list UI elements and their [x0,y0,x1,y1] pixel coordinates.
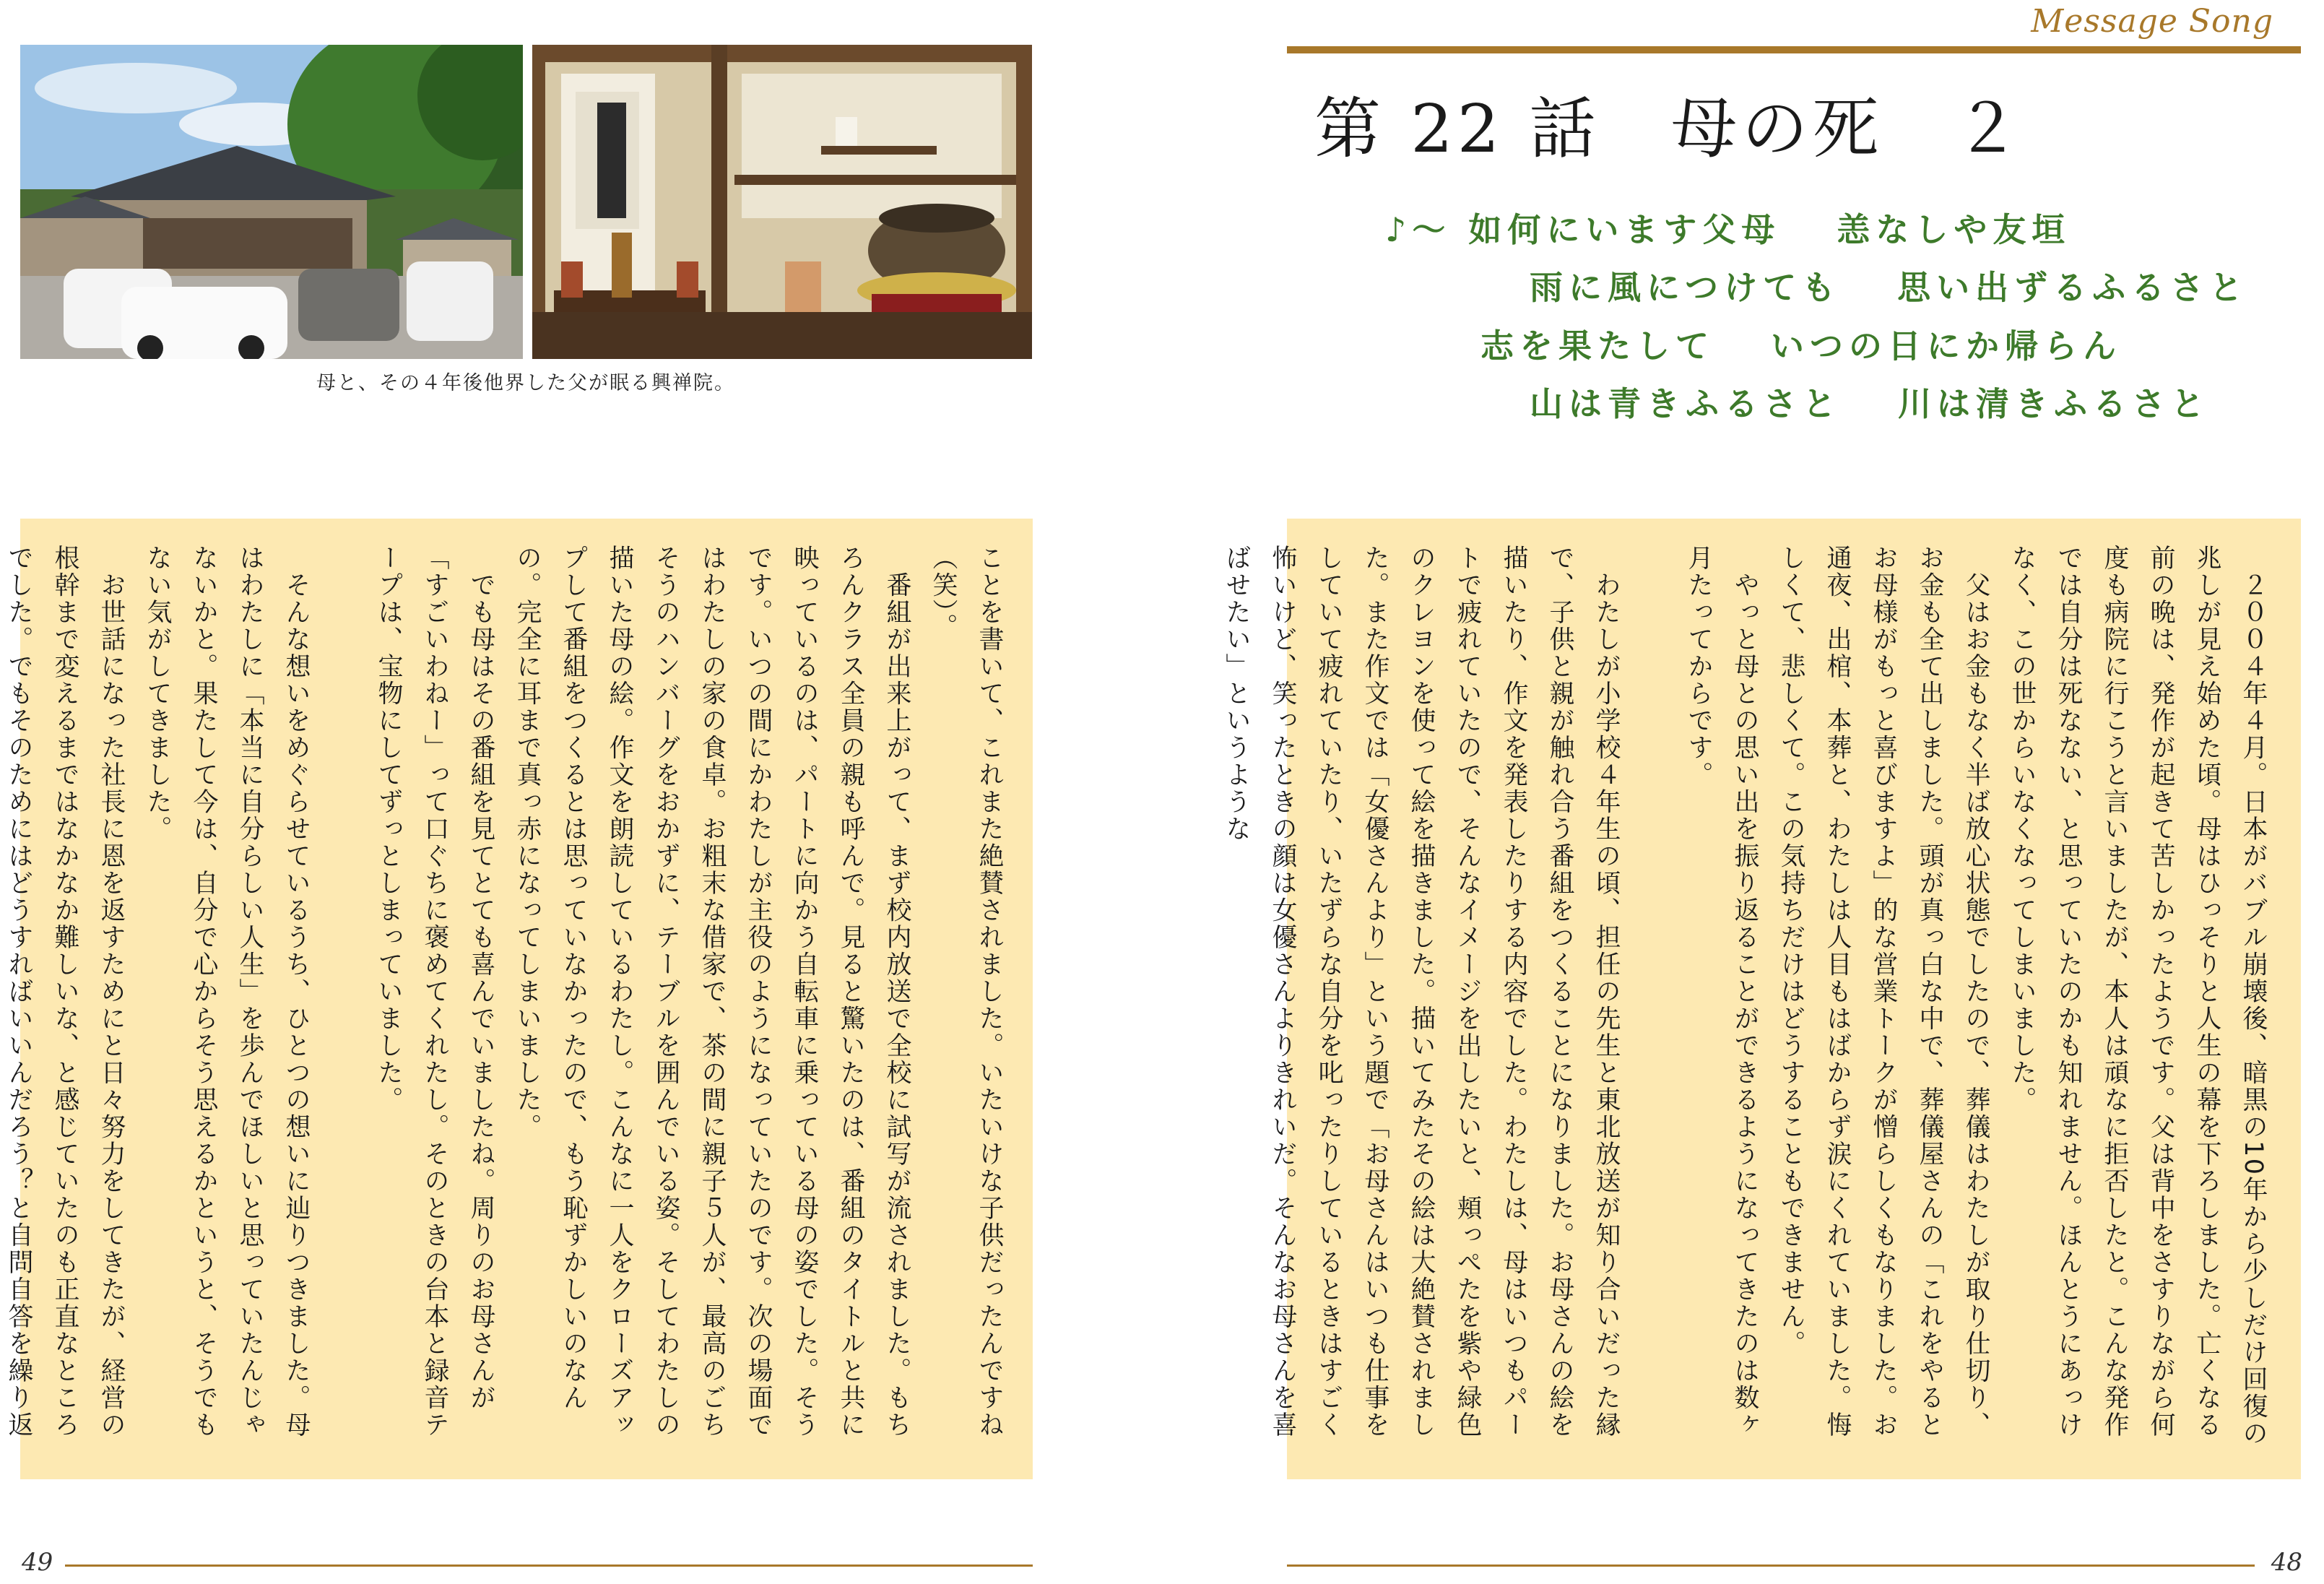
song-line-3: 志を果たして いつの日にか帰らん [1480,326,2123,365]
brand-title: Message Song [2031,3,2273,40]
song-line-4: 山は青きふるさと 川は清きふるさと [1530,384,2211,423]
temple-interior-photo [532,45,1032,359]
page-number-left: 49 [22,1548,53,1577]
header-rule [1287,46,2301,53]
left-text-panel [4,519,1033,1479]
page-number-right: 48 [2271,1548,2302,1577]
photo-caption: 母と、その４年後他界した父が眠る興禅院。 [316,372,735,394]
temple-exterior-photo [20,45,523,359]
chapter-title: 第 22 話 母の死 ２ [1314,90,2025,168]
right-body-text: ２００４年４月。日本がバブル崩壊後、暗黒の10年から少しだけ回復の兆しが見え始めた頃。母はひっそりと人生の幕を下ろしました。亡くなる前の晩は、発作が起きて苦しかったようです。父は背中をさすりながら何度も病院に行こうと言いましたが、本人は頑なに拒否したと。こんな発作では自分は死なない、と思っていたのかも知れません。ほんとうにあっけなく、この世からいなくなってしまいました。 父はお金もなく半ば放心状態でしたので、葬儀はわたしが取り仕切り、お金も全て出しました。頭が真っ白な中で、葬儀屋さんの「これをやるとお母様がもっと喜びますよ」的な営業トークが憎らしくもなりました。お通夜、出棺、本葬と、わたしは人目もはばからず涙にくれていました。悔しくて、悲しくて。この気持ちだけはどうすることもできません。 やっと母との思い出を振り返ることができるようになってきたのは数ヶ月たってからです。 わたしが小学校４年生の頃、担任の先生と東北放送が知り合いだった縁で、子供と親が触れ合う番組をつくることになりました。お母さんの絵を描いたり、作文を発表したりする内容でした。わたしは、母はいつもパートで疲れていたので、そんなイメージを出したいと、頬っぺたを紫や緑色のクレヨンを使って絵を描きました。描いてみたその絵は大絶賛されました。また作文では「女優さんより」という題で「お母さんはいつも仕事をしていて疲れていたり、いたずらな自分を叱ったりしているときはすごく怖いけど、笑ったときの顔は女優さんよりきれいだ。そんなお母さんを喜ばせたい」というような [1222,545,2268,1447]
song-line-1: ♪～ 如何にいます父母 恙なしや友垣 [1385,210,2071,249]
right-text-panel [1222,519,2301,1479]
song-line-2: 雨に風につけても 思い出ずるふるさと [1530,268,2249,307]
left-body-text: ことを書いて、これまた絶賛されました。いたいけな子供だったんですね（笑）。 番組が出来上がって、まず校内放送で全校に試写が流されました。もちろんクラス全員の親も呼んで。見ると驚いたのは、番組のタイトルと共に映っているのは、パートに向かう自転車に乗っている母の姿でした。そうです。いつの間にかわたしが主役のようになっていたのです。次の場面ではわたしの家の食卓。お粗末な借家で、茶の間に親子５人が、最高のごちそうのハンバーグをおかずに、テーブルを囲んでいる姿。そしてわたしの描いた母の絵。作文を朗読しているわたし。こんなに一人をクローズアップして番組をつくるとは思っていなかったので、もう恥ずかしいのなんの。完全に耳まで真っ赤になってしまいました。 でも母はその番組を見てとても喜んでいましたね。周りのお母さんが「すごいわねー」って口ぐちに褒めてくれたし。そのときの台本と録音テープは、宝物にしてずっとしまっていました。 そんな想いをめぐらせているうち、ひとつの想いに辿りつきました。母はわたしに「本当に自分らしい人生」を歩んでほしいと思っていたんじゃないかと。果たして今は、自分で心からそう思えるかというと、そうでもない気がしてきました。 お世話になった社長に恩を返すためにと日々努力をしてきたが、経営の根幹まで変えるまではなかなか難しいな、と感じていたのも正直なところでした。でもそのためにはどうすればいいんだろう？と自問自答を繰り返 [4,545,1004,1439]
footer-rule-left [65,1564,1033,1567]
footer-rule-right [1287,1564,2255,1567]
